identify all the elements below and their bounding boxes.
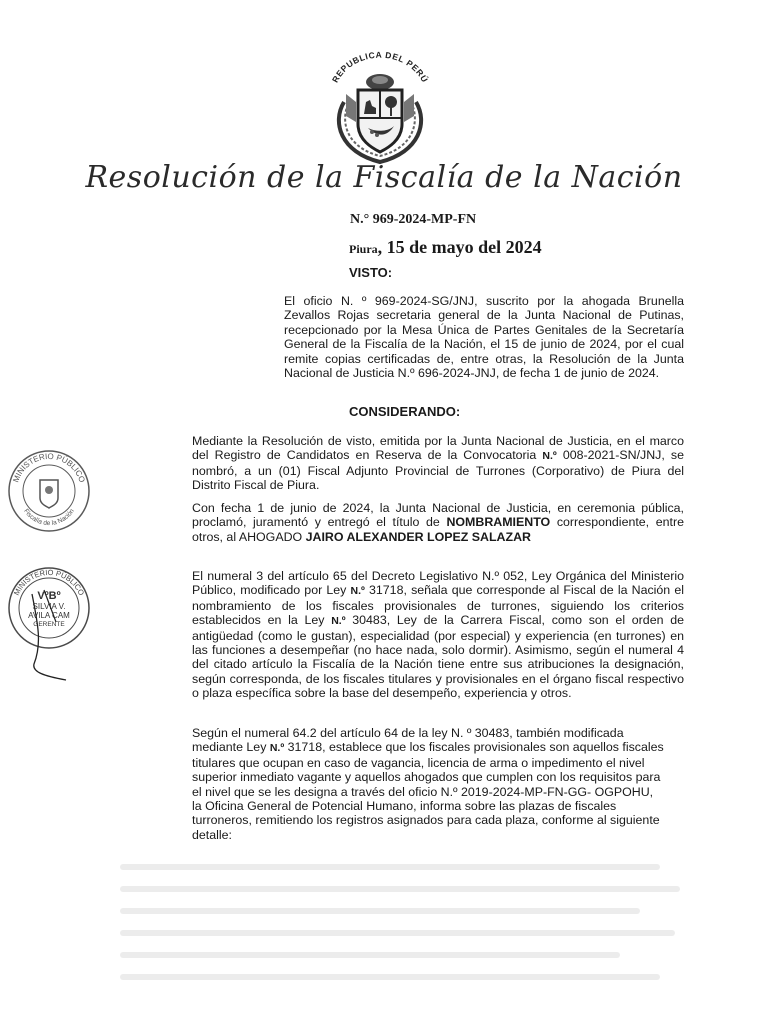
considerando-heading: CONSIDERANDO: [349,404,461,419]
p2-name: JAIRO ALEXANDER LOPEZ SALAZAR [305,529,531,544]
p4-text-b: 31718, establece que los fiscales provisionales son aquellos fiscales titulares que ocupan en caso de vagancia, licencia de arma o impedimento el nivel superior inmediato vagante y aquellos ahogados que cumplen con los requisitos para el nivel que se les designa a través del oficio N.º 2019-2024-MP-FN-GG- OGPOHU, la Oficina General de Potencial Humano, informa sobre las plazas de fiscales turroneros, remitiendo los registros asignados para cada plaza, conforme al siguiente detalle: [192,740,664,842]
p3-number-symbol-1: N.º [350,585,365,598]
vb-gerente-stamp [4,564,94,684]
stamp2-name-1: SILVIA V. [32,602,66,611]
p3-text-c: 30483, Ley de la Carrera Fiscal, como son el orden de antigüedad (como le gustan), especialidad (por especial) y experiencia (en turrones) en las funciones a desempeñar (no hace nada, solo dormir). Asimismo, según el numeral 4 del citado artículo la Fiscalía de la Nación tiene entre sus atribuciones la designación, según corresponda, de los fiscales titulares y provisionales en el órgano fiscal respectivo o plaza específica sobre la base del desempeño, experiencia y otros. [192,613,684,701]
p2-text-a: Con fecha 1 de junio de 2024, la Junta Nacional de Justicia, en ceremonia pública, proclamó, juramentó y entregó el título de [192,501,684,530]
p3-text-a: El numeral 3 del artículo 65 del Decreto Legislativo N.º 052, Ley Orgánica del Ministerio Público, modificado por Ley [192,569,684,598]
stamp1-top-text: MINISTERIO PÚBLICO [11,451,87,484]
svg-text:MINISTERIO PÚBLICO [11,452,86,484]
visto-heading: VISTO: [349,265,393,280]
p1-text-a: Mediante la Resolución de visto, emitida por la Junta Nacional de Justicia, en el marco del Registro de Candidatos en Reserva de la Convocatoria [192,434,684,463]
p2-bold-nombramiento: NOMBRAMIENTO [446,515,551,530]
visto-text: El oficio N. º 969-2024-SG/JNJ, suscrito por la ahogada Brunella Zevallos Rojas secretaria general de la Junta Nacional de Putinas, recepcionado por la Mesa Única de Partes Genitales de la Secretaría General de la Fiscalía de la Nación, el 15 de junio de 2024, por el cual remite copias certificadas de, entre otras, la Resolución de la Junta Nacional de Justicia N.º 696-2024-JNJ, de fecha 1 de junio de 2024. [284,294,684,381]
ministerio-publico-stamp [4,446,94,536]
resolution-title: Resolución de la Fiscalía de la Nación [85,160,683,195]
p2-text-b: correspondiente, entre otros, al AHOGADO [192,515,685,544]
peru-coat-of-arms-seal [322,42,438,168]
date-value: 15 de mayo del 2024 [386,237,542,257]
stamp1-bottom-text: Fiscalía de la Nación [22,507,76,528]
stamp2-top-text: MINISTERIO PÚBLICO [11,567,87,597]
p1-text-b: 008-2021-SN/JNJ, se nombró, a un (01) Fiscal Adjunto Provincial de Turrones (Corporativo) de Piura del Distrito Fiscal de Piura. [192,448,684,493]
date-city: Piura [349,242,378,256]
p1-number-symbol: N.º [542,450,557,463]
stamp2-name-2: AVILA CAM [28,611,70,620]
date-line: Piura, 15 de mayo del 2024 [349,237,542,257]
stamp2-role: GERENTE [33,621,65,628]
p4-number-symbol: N.º [269,742,285,755]
p3-number-symbol-2: N.º [331,615,346,628]
stamp2-vb: VºBº [37,590,61,602]
considerando-paragraph-2 [192,501,684,544]
seal-text: REPUBLICA DEL PERÚ [329,49,431,85]
visto-paragraph [284,294,684,380]
resolution-number: N.° 969-2024-MP-FN [350,212,477,227]
blurred-continuation [100,856,700,1006]
considerando-paragraph-4 [192,726,664,842]
considerando-paragraph-3 [192,569,684,701]
considerando-paragraph-1 [192,434,684,493]
p3-text-b: 31718, señala que corresponde al Fiscal de la Nación el nombramiento de los fiscales provisionales de turrones, siguiendo los criterios establecidos en la Ley [192,583,684,628]
p4-text-a: Según el numeral 64.2 del artículo 64 de la ley N. º 30483, también modificada mediante Ley [192,726,624,755]
